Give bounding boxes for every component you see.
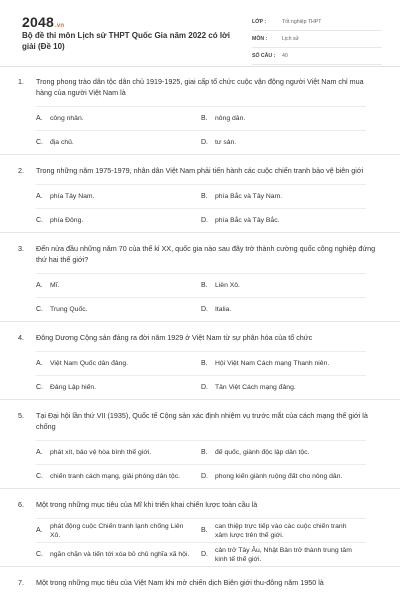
option-text: phong kiến giành ruộng đất cho nông dân. xyxy=(215,473,343,480)
option-text: Tân Việt Cách mạng đảng. xyxy=(215,384,296,391)
answer-option-a[interactable] xyxy=(36,441,201,464)
answer-option-b[interactable] xyxy=(201,107,366,130)
meta-label: MÔN : xyxy=(252,36,268,42)
option-letter: B. xyxy=(201,115,208,122)
option-letter: A. xyxy=(36,282,43,289)
option-text: công nhân. xyxy=(50,115,84,122)
answer-option-d[interactable] xyxy=(201,209,366,232)
answer-option-b[interactable] xyxy=(201,185,366,208)
answer-option-c[interactable] xyxy=(36,209,201,232)
answer-option-a[interactable] xyxy=(36,274,201,297)
option-text: đế quốc, giành độc lập dân tộc. xyxy=(215,449,310,456)
answer-option-a[interactable] xyxy=(36,519,201,542)
question-text: Đến nửa đầu những năm 70 của thế kỉ XX, quốc gia nào sau đây trở thành cường quốc công nghiệp đứng thứ hai thế giới? xyxy=(36,244,376,264)
answer-option-a[interactable] xyxy=(36,107,201,130)
option-letter: D. xyxy=(201,139,208,146)
question-item xyxy=(0,76,400,155)
meta-value: Lịch sử xyxy=(282,36,300,42)
option-letter: B. xyxy=(201,193,208,200)
option-letter: A. xyxy=(36,449,43,456)
question-text: Đông Dương Cộng sản đảng ra đời năm 1929 ở Việt Nam từ sự phân hóa của tổ chức xyxy=(36,333,313,342)
question-item xyxy=(0,243,400,322)
option-letter: A. xyxy=(36,360,43,367)
question-divider xyxy=(0,566,400,567)
option-letter: C. xyxy=(36,551,43,558)
option-letter: A. xyxy=(36,115,43,122)
answer-options xyxy=(36,440,366,488)
answer-options xyxy=(36,184,366,232)
question-text: Một trong những mục tiêu của Việt Nam khi mở chiến dịch Biên giới thu-đông năm 1950 là xyxy=(36,578,324,587)
question-item xyxy=(0,577,400,588)
option-text: phía Đông. xyxy=(50,217,84,224)
option-letter: C. xyxy=(36,217,43,224)
answer-option-b[interactable] xyxy=(201,352,366,375)
answer-options xyxy=(36,518,366,566)
answer-option-b[interactable] xyxy=(201,519,366,542)
answer-options xyxy=(36,351,366,399)
option-letter: C. xyxy=(36,139,43,146)
logo-main: 2048 xyxy=(22,14,54,30)
question-number: 1. xyxy=(18,77,24,86)
question-divider xyxy=(0,321,400,322)
answer-option-d[interactable] xyxy=(201,298,366,321)
option-letter: C. xyxy=(36,473,43,480)
option-text: tư sản. xyxy=(215,139,237,146)
question-number: 6. xyxy=(18,500,24,509)
answer-option-a[interactable] xyxy=(36,185,201,208)
question-item xyxy=(0,499,400,567)
answer-options xyxy=(36,273,366,321)
header-divider xyxy=(0,66,400,67)
answer-option-c[interactable] xyxy=(36,298,201,321)
meta-row-grade xyxy=(252,14,382,31)
option-letter: D. xyxy=(201,306,208,313)
document-meta xyxy=(252,14,382,65)
option-text: phát xít, bảo vệ hòa bình thế giới. xyxy=(50,449,152,456)
answer-option-c[interactable] xyxy=(36,543,201,566)
option-letter: C. xyxy=(36,384,43,391)
page-header xyxy=(0,0,400,64)
option-letter: D. xyxy=(201,217,208,224)
option-letter: A. xyxy=(36,193,43,200)
question-text: Tại Đại hội lần thứ VII (1935), Quốc tế Cộng sản xác định nhiệm vụ trước mắt của cách mạng thế giới là chống xyxy=(36,411,368,431)
option-text: Hội Việt Nam Cách mạng Thanh niên. xyxy=(215,360,330,367)
option-text: Việt Nam Quốc dân đảng. xyxy=(50,360,129,367)
question-divider xyxy=(0,232,400,233)
meta-value: Tốt nghiệp THPT xyxy=(282,19,322,25)
option-text: chiến tranh cách mạng, giải phóng dân tộc. xyxy=(50,473,180,480)
question-divider xyxy=(0,399,400,400)
option-text: phía Tây Nam. xyxy=(50,193,95,200)
question-number: 4. xyxy=(18,333,24,342)
answer-option-c[interactable] xyxy=(36,131,201,154)
answer-option-c[interactable] xyxy=(36,376,201,399)
answer-option-d[interactable] xyxy=(201,543,366,566)
answer-option-b[interactable] xyxy=(201,441,366,464)
option-letter: D. xyxy=(201,473,208,480)
option-text: Italia. xyxy=(215,306,232,313)
site-logo[interactable] xyxy=(22,14,64,30)
option-text: cản trở Tây Âu, Nhật Bản trở thành trung tâm kinh tế thế giới. xyxy=(215,546,352,563)
option-text: phía Bắc và Tây Bắc. xyxy=(215,217,280,224)
answer-option-d[interactable] xyxy=(201,465,366,488)
option-text: Liên Xô. xyxy=(215,282,240,289)
option-text: nông dân. xyxy=(215,115,246,122)
option-text: Đảng Lập hiến. xyxy=(50,384,97,391)
question-divider xyxy=(0,154,400,155)
document-title: Bộ đề thi môn Lịch sử THPT Quốc Gia năm 2022 có lời giải (Đề 10) xyxy=(22,31,230,51)
question-number: 7. xyxy=(18,578,24,587)
meta-label: SỐ CÂU : xyxy=(252,53,276,59)
answer-option-c[interactable] xyxy=(36,465,201,488)
option-letter: D. xyxy=(201,551,208,558)
meta-label: LỚP : xyxy=(252,19,267,25)
meta-value: 40 xyxy=(282,53,288,59)
question-number: 5. xyxy=(18,411,24,420)
question-text: Trong những năm 1975-1979, nhân dân Việt Nam phải tiến hành các cuộc chiến tranh bảo vệ biên giới xyxy=(36,166,364,175)
option-letter: C. xyxy=(36,306,43,313)
answer-option-a[interactable] xyxy=(36,352,201,375)
option-letter: B. xyxy=(201,282,208,289)
answer-option-d[interactable] xyxy=(201,131,366,154)
option-text: Trung Quốc. xyxy=(50,306,88,313)
option-letter: A. xyxy=(36,527,43,534)
option-text: Mĩ. xyxy=(50,282,60,289)
option-text: phía Bắc và Tây Nam. xyxy=(215,193,283,200)
answer-option-b[interactable] xyxy=(201,274,366,297)
meta-row-subject xyxy=(252,31,382,48)
option-letter: B. xyxy=(201,449,208,456)
question-item xyxy=(0,165,400,233)
answer-option-d[interactable] xyxy=(201,376,366,399)
option-text: ngăn chặn và tiến tới xóa bỏ chủ nghĩa xã hội. xyxy=(50,551,190,558)
option-text: can thiệp trực tiếp vào các cuộc chiến tranh xâm lược trên thế giới. xyxy=(215,522,347,539)
option-letter: D. xyxy=(201,384,208,391)
option-text: địa chủ. xyxy=(50,139,74,146)
question-number: 2. xyxy=(18,166,24,175)
question-text: Trong phong trào dân tộc dân chủ 1919-1925, giai cấp tổ chức cuộc vận động người Việt Nam chỉ mua hàng của người Việt Nam là xyxy=(36,77,364,97)
option-letter: B. xyxy=(201,360,208,367)
answer-options xyxy=(36,106,366,154)
question-item xyxy=(0,410,400,489)
question-number: 3. xyxy=(18,244,24,253)
question-text: Một trong những mục tiêu của Mĩ khi triển khai chiến lược toàn cầu là xyxy=(36,500,258,509)
meta-row-count xyxy=(252,48,382,65)
logo-tld: .vn xyxy=(54,23,65,29)
option-letter: B. xyxy=(201,527,208,534)
question-list xyxy=(0,76,400,596)
question-divider xyxy=(0,488,400,489)
option-text: phát động cuộc Chiến tranh lạnh chống Liên Xô. xyxy=(50,522,184,539)
question-item xyxy=(0,332,400,400)
